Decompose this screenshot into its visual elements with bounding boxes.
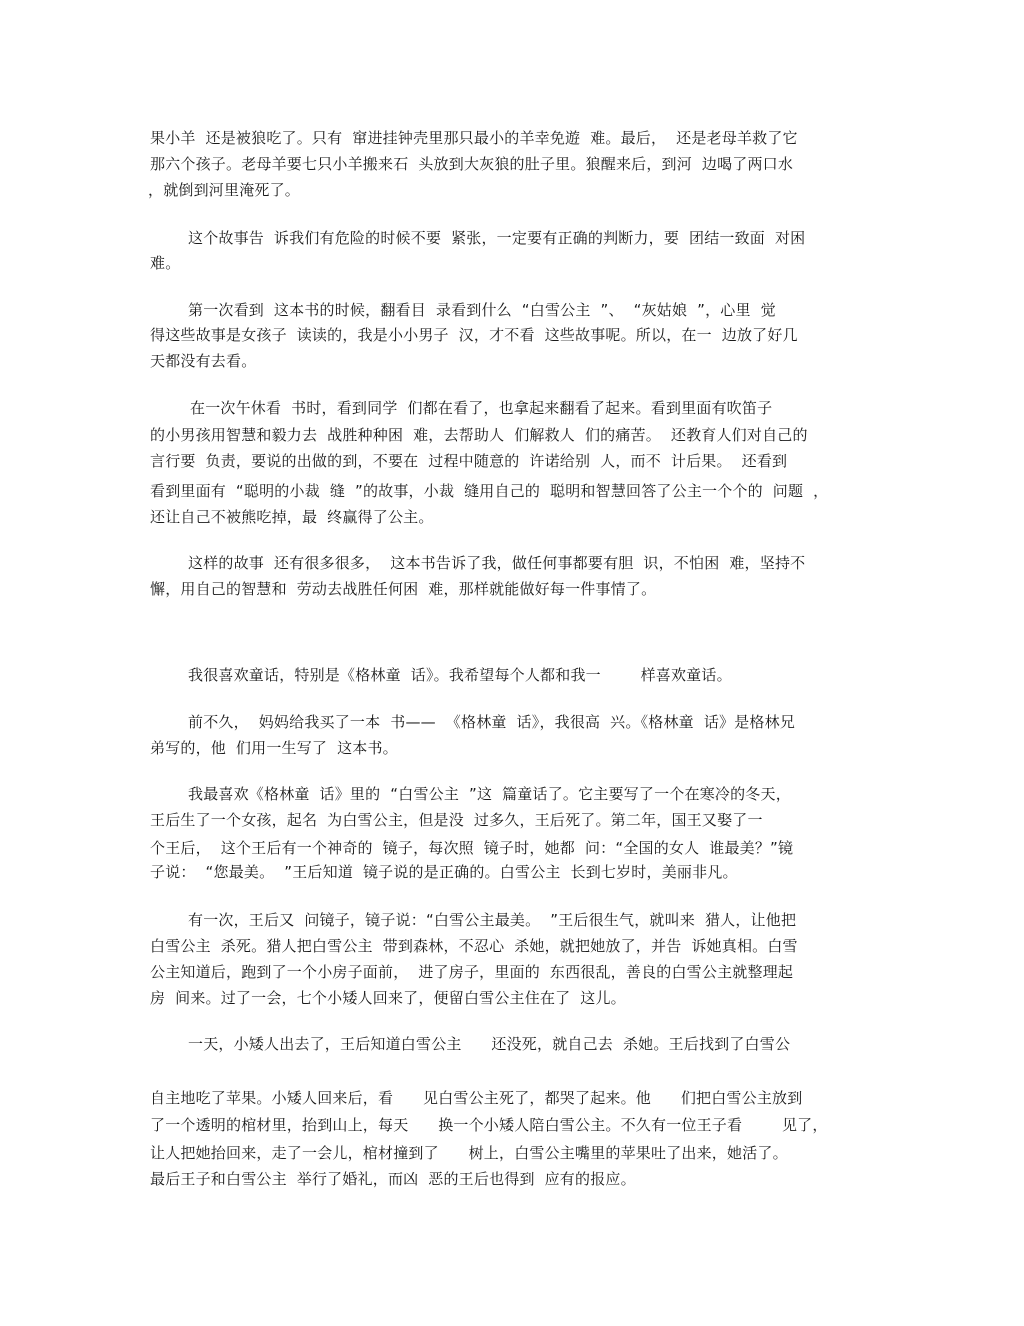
text-line: 果小羊 还是被狼吃了。只有 窜进挂钟壳里那只最小的羊幸免遊 难。最后， 还是老母羊救了它 xyxy=(150,129,798,147)
text-line: 自主地吃了苹果。小矮人回来后，看 见白雪公主死了，都哭了起来。他 们把白雪公主放到 xyxy=(150,1089,803,1107)
text-line: 了一个透明的棺材里，抬到山上，每天 换一个小矮人陪白雪公主。不久有一位王子看 见了， xyxy=(150,1116,828,1134)
text-line: 前不久， 妈妈给我买了一本 书—— 《格林童 话》，我很高 兴。《格林童 话》是格林兄 xyxy=(188,713,796,731)
text-line: 在一次午休看 书时，看到同学 们都在看了，也拿起来翻看了起来。看到里面有吹笛子 xyxy=(190,399,773,417)
text-line: ，就倒到河里淹死了。 xyxy=(148,181,301,199)
text-line: 天都没有去看。 xyxy=(150,352,257,370)
text-line: 言行要 负责，要说的出做的到，不要在 过程中随意的 许诺给别 人，而不 计后果。 还看到 xyxy=(150,452,788,470)
text-line: 的小男孩用智慧和毅力去 战胜种种困 难，去帮助人 们解救人 们的痛苦。 还教育人们对自己的 xyxy=(150,426,808,444)
text-line: 懈，用自己的智慧和 劳动去战胜任何困 难，那样就能做好每一件事情了。 xyxy=(150,580,657,598)
text-line: 还让自己不被熊吃掉，最 终赢得了公主。 xyxy=(150,508,434,526)
text-line: 白雪公主 杀死。猎人把白雪公主 带到森林，不忍心 杀她，就把她放了，并告 诉她真相。白雪 xyxy=(150,937,798,955)
text-line: 第一次看到 这本书的时候，翻看目 录看到什么 “白雪公主 ”、 “灰姑娘 ”，心里 觉 xyxy=(188,301,776,319)
text-line: 这样的故事 还有很多很多， 这本书告诉了我，做任何事都要有胆 识，不怕困 难，坚持不 xyxy=(188,554,806,572)
text-line: 最后王子和白雪公主 举行了婚礼，而凶 恶的王后也得到 应有的报应。 xyxy=(150,1170,636,1188)
text-line: 房 间来。过了一会，七个小矮人回来了，便留白雪公主住在了 这儿。 xyxy=(150,989,626,1007)
text-line: 一天，小矮人出去了，王后知道白雪公主 还没死，就自己去 杀她。王后找到了白雪公 xyxy=(188,1035,791,1053)
text-line: 我最喜欢《格林童 话》里的 “白雪公主 ”这 篇童话了。它主要写了一个在寒冷的冬天， xyxy=(188,785,791,803)
text-line: 公主知道后，跑到了一个小房子面前， 进了房子，里面的 东西很乱，善良的白雪公主就整理起 xyxy=(150,963,794,981)
text-line: 看到里面有 “聪明的小裁 缝 ”的故事，小裁 缝用自己的 聪明和智慧回答了公主一个个的 问题 ， xyxy=(150,482,829,500)
text-line: 让人把她抬回来，走了一会儿，棺材撞到了 树上，白雪公主嘴里的苹果吐了出来，她活了。 xyxy=(150,1144,788,1162)
text-line: 有一次，王后又 问镜子，镜子说：“白雪公主最美。 ”王后很生气，就叫来 猎人，让他把 xyxy=(188,911,797,929)
text-line: 王后生了一个女孩，起名 为白雪公主，但是没 过多久，王后死了。第二年，国王又娶了一 xyxy=(150,811,763,829)
text-line: 我很喜欢童话，特别是《格林童 话》。我希望每个人都和我一 样喜欢童话。 xyxy=(188,666,732,684)
text-line: 个王后， 这个王后有一个神奇的 镜子，每次照 镜子时，她都 问：“全国的女人 谁最美？”镜 xyxy=(150,839,794,857)
text-line: 弟写的，他 们用一生写了 这本书。 xyxy=(150,739,398,757)
text-line: 子说： “您最美。 ”王后知道 镜子说的是正确的。白雪公主 长到七岁时，美丽非凡。 xyxy=(150,863,738,881)
text-line: 那六个孩子。老母羊要七只小羊搬来石 头放到大灰狼的肚子里。狼醒来后，到河 边喝了两口水 xyxy=(150,155,794,173)
text-line: 得这些故事是女孩子 读读的，我是小小男子 汉，才不看 这些故事呢。所以，在一 边放了好几 xyxy=(150,326,798,344)
text-line: 难。 xyxy=(150,254,181,272)
text-line: 这个故事告 诉我们有危险的时候不要 紧张，一定要有正确的判断力，要 团结一致面 对困 xyxy=(188,229,806,247)
